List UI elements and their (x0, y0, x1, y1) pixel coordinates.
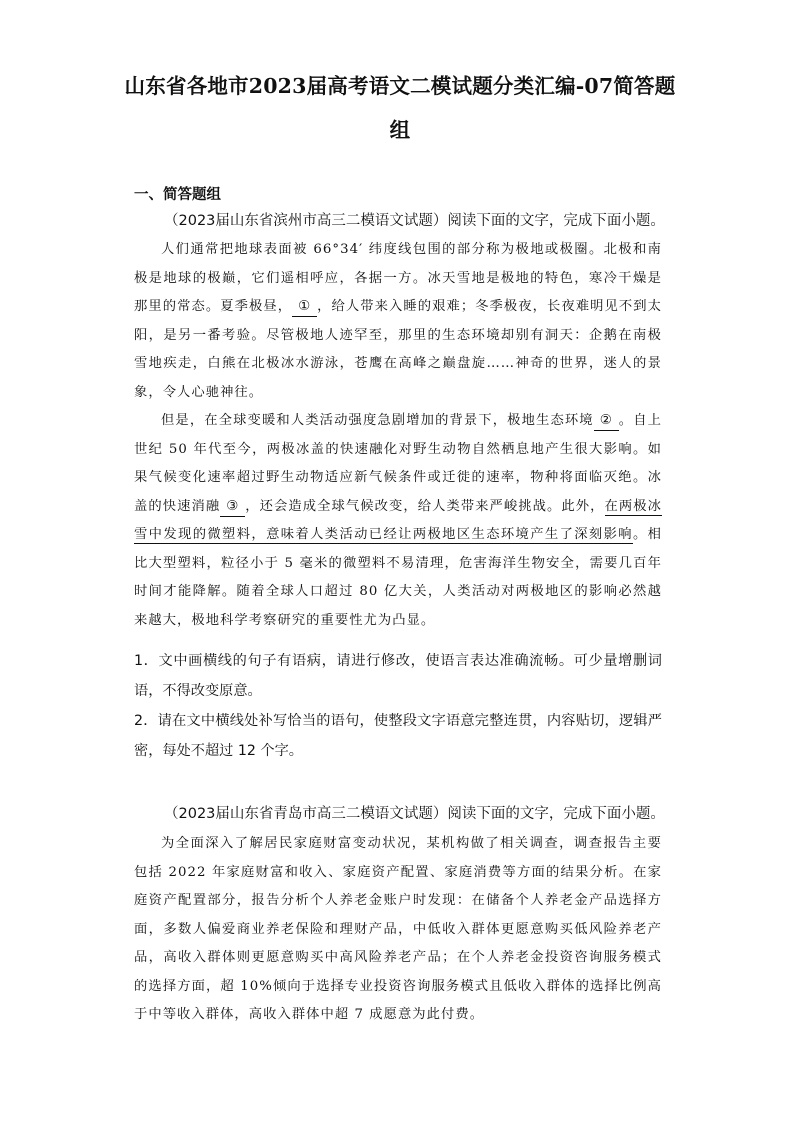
question-2 (134, 706, 662, 766)
passage-1 (134, 236, 662, 635)
blank-1: ① (292, 298, 317, 317)
question-number: 2． (134, 713, 158, 729)
blank-2: ② (594, 412, 619, 431)
passage-source-2: （2023届山东省青岛市高三二模语文试题）阅读下面的文字，完成下面小题。 (164, 806, 665, 822)
passage-source-1: （2023届山东省滨州市高三二模语文试题）阅读下面的文字，完成下面小题。 (164, 213, 665, 229)
page-title: 山东省各地市2023届高考语文二模试题分类汇编-07简答题组 (124, 74, 676, 142)
paragraph-text: 人们通常把地球表面被 66°34′ 纬度线包围的部分称为极地或极圈。北极和南极是地球的极巅，它们遥相呼应，各据一方。冰天雪地是极地的特色，寒冷干燥是那里的常态。夏季极昼， (134, 242, 662, 314)
passage-1-paragraph-2 (134, 407, 662, 635)
question-text: 请在文中横线处补写恰当的语句，使整段文字语意完整连贯，内容贴切，逻辑严密，每处不超过 12 个字。 (134, 713, 662, 759)
paragraph-text: 。自上世纪 50 年代至今，两极冰盖的快速融化对野生动物自然栖息地产生很大影响。如果气候变化速率超过野生动物适应新气候条件或迁徙的速率，物种将面临灭绝。冰盖的快速消融 (134, 413, 662, 514)
section-heading: 一、简答题组 (134, 187, 221, 203)
question-number: 1． (134, 653, 159, 669)
question-1 (134, 646, 662, 706)
paragraph-text: ，还会造成全球气候改变，给人类带来严峻挑战。此外， (245, 498, 605, 514)
underlined-sentence: 在两极冰雪中发现的微塑料，意味着人类活动已经让两极地区生态环境产生了深刻影响 (134, 498, 662, 542)
passage-2-paragraph-1: 为全面深入了解居民家庭财富变动状况，某机构做了相关调查，调查报告主要包括 2022 年家庭财富和收入、家庭资产配置、家庭消费等方面的结果分析。在家庭资产配置部分，报告分析个人养老金账户时发现：在储备个人养老金产品选择方面，多数人偏爱商业养老保险和理财产品，中低收入群体更愿意购买低风险养老产品，高收入群体则更愿意购买中高风险养老产品；在个人养老金投资咨询服务模式的选择方面，超 10%倾向于选择专业投资咨询服务模式且低收入群体的选择比例高于中等收入群体，高收入群体中超 7 成愿意为此付费。 (134, 836, 662, 1022)
paragraph-text: ，给人带来入睡的艰难；冬季极夜，长夜难明见不到太阳，是另一番考验。尽管极地人迹罕至，那里的生态环境却别有洞天：企鹅在南极雪地疾走，白熊在北极冰水游泳，苍鹰在高峰之巅盘旋……神奇的世界，迷人的景象，令人心驰神往。 (134, 299, 662, 400)
paragraph-text: 但是，在全球变暖和人类活动强度急剧增加的背景下，极地生态环境 (161, 413, 594, 428)
passage-2 (134, 830, 662, 1030)
paragraph-text: 。相比大型塑料，粒径小于 5 毫米的微塑料不易清理，危害海洋生物安全，需要几百年时间才能降解。随着全球人口超过 80 亿大关，人类活动对两极地区的影响必然越来越大，极地科学考察研究的重要性尤为凸显。 (134, 527, 662, 628)
passage-1-paragraph-1 (134, 236, 662, 407)
question-text: 文中画横线的句子有语病，请进行修改，使语言表达准确流畅。可少量增删词语，不得改变原意。 (134, 653, 662, 699)
blank-3: ③ (220, 498, 245, 517)
